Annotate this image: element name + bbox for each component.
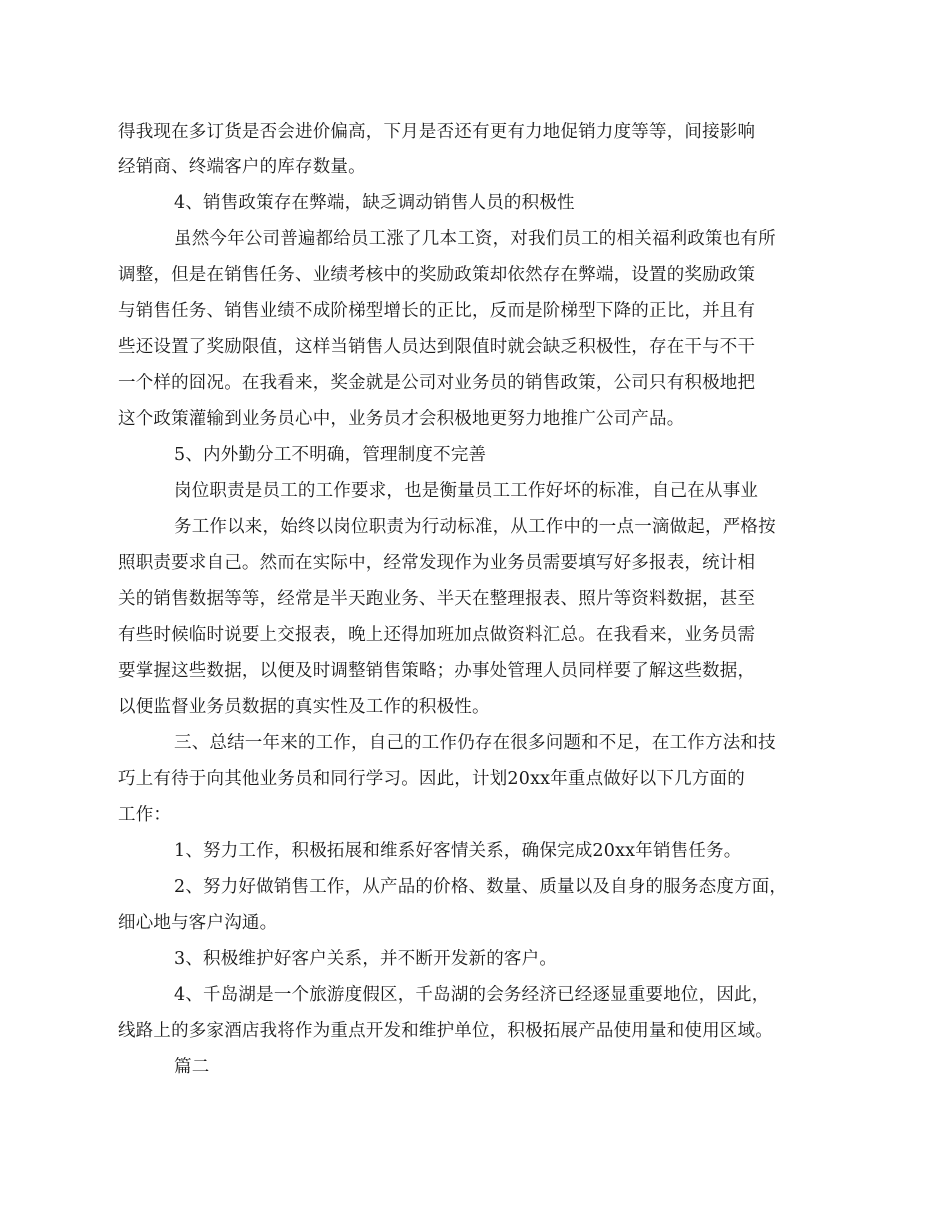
paragraph-line: 工作： bbox=[118, 805, 172, 825]
section-heading: 4、销售政策存在弊端，缺乏调动销售人员的积极性 bbox=[174, 193, 575, 213]
section-title: 篇二 bbox=[174, 1057, 210, 1077]
paragraph-line: 有些时候临时说要上交报表，晚上还得加班加点做资料汇总。在我看来，业务员需 bbox=[118, 625, 756, 645]
list-item: 2、努力好做销售工作，从产品的价格、数量、质量以及自身的服务态度方面， bbox=[174, 877, 788, 897]
paragraph-line: 关的销售数据等等，经常是半天跑业务、半天在整理报表、照片等资料数据，甚至 bbox=[118, 589, 756, 609]
list-item-continuation: 线路上的多家酒店我将作为重点开发和维护单位，积极拓展产品使用量和使用区域。 bbox=[118, 1021, 773, 1041]
paragraph-line: 调整，但是在销售任务、业绩考核中的奖励政策却依然存在弊端，设置的奖励政策 bbox=[118, 265, 756, 285]
paragraph-line: 虽然今年公司普遍都给员工涨了几本工资，对我们员工的相关福利政策也有所 bbox=[174, 229, 776, 249]
paragraph-line: 岗位职责是员工的工作要求，也是衡量员工工作好坏的标准，自己在从事业 bbox=[174, 481, 759, 501]
paragraph-line: 得我现在多订货是否会进价偏高，下月是否还有更有力地促销力度等等，间接影响 bbox=[118, 122, 756, 142]
paragraph-line: 巧上有待于向其他业务员和同行学习。因此，计划20xx年重点做好以下几方面的 bbox=[118, 769, 745, 789]
paragraph-line: 要掌握这些数据，以便及时调整销售策略；办事处管理人员同样要了解这些数据， bbox=[118, 661, 756, 681]
list-item-continuation: 细心地与客户沟通。 bbox=[118, 913, 278, 933]
paragraph-line: 与销售任务、销售业绩不成阶梯型增长的正比，反而是阶梯型下降的正比，并且有 bbox=[118, 301, 756, 321]
paragraph-line: 照职责要求自己。然而在实际中，经常发现作为业务员需要填写好多报表，统计相 bbox=[118, 553, 756, 573]
paragraph-line: 一个样的囧况。在我看来，奖金就是公司对业务员的销售政策，公司只有积极地把 bbox=[118, 373, 756, 393]
section-heading: 5、内外勤分工不明确，管理制度不完善 bbox=[174, 445, 487, 465]
paragraph-line: 经销商、终端客户的库存数量。 bbox=[118, 157, 366, 177]
list-item: 4、千岛湖是一个旅游度假区，千岛湖的会务经济已经逐显重要地位，因此， bbox=[174, 985, 770, 1005]
paragraph-line: 务工作以来，始终以岗位职责为行动标准，从工作中的一点一滴做起，严格按 bbox=[174, 517, 776, 537]
paragraph-line: 这个政策灌输到业务员心中，业务员才会积极地更努力地推广公司产品。 bbox=[118, 409, 685, 429]
paragraph-line: 以便监督业务员数据的真实性及工作的积极性。 bbox=[118, 697, 490, 717]
list-item: 1、努力工作，积极拓展和维系好客情关系，确保完成20xx年销售任务。 bbox=[174, 841, 742, 861]
list-item: 3、积极维护好客户关系，并不断开发新的客户。 bbox=[174, 949, 558, 969]
paragraph-line: 三、总结一年来的工作，自己的工作仍存在很多问题和不足，在工作方法和技 bbox=[174, 733, 776, 753]
paragraph-line: 些还设置了奖励限值，这样当销售人员达到限值时就会缺乏积极性，存在干与不干 bbox=[118, 337, 756, 357]
